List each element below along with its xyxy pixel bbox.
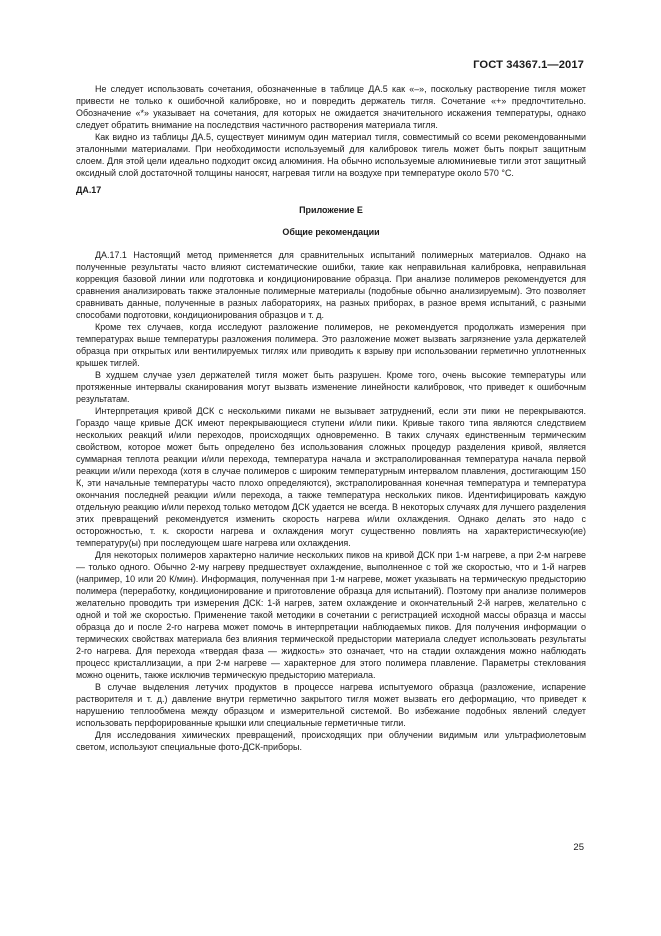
paragraph-top-2: Как видно из таблицы ДА.5, существует минимум один материал тигля, совместимый со всеми рекомендованными эталонными материалами. При необходимости используемый для калибровок тигель может быть покрыт защитным слоем. Для этой цели идеально подходит оксид алюминия. На обычно используемые алюминиевые тигли этот защитный оксидный слой достаточной толщины наносят, нагревая тигли на воздухе при температуре около 570 °С. — [76, 132, 586, 178]
section-label: ДА.17 — [76, 185, 102, 195]
paragraph-main-3: В худшем случае узел держателей тигля может быть разрушен. Кроме того, очень высокие температуры или протяженные интервалы сканирования могут вызвать изменение линейности калибровок, что приведет к ошибочным результатам. — [76, 370, 586, 404]
paragraph-main-2: Кроме тех случаев, когда исследуют разложение полимеров, не рекомендуется продолжать измерения при температурах выше температуры разложения полимера. Это разложение может вызвать загрязнение узла держателей образца при открытых или вентилируемых тиглях или приводить к взрыву при использовании герметично уплотненных крышек тиглей. — [76, 322, 586, 368]
paragraph-main-5: Для некоторых полимеров характерно наличие нескольких пиков на кривой ДСК при 1-м нагреве, а при 2-м нагреве — только одного. Обычно 2-му нагреву предшествует охлаждение, выполненное с той же скоростью, что и 1-й нагрев (например, 10 или 20 К/мин). Информация, полученная при 1-м нагреве, может указывать на термическую предысторию полимера (переработку, кондиционирование и приготовление образца для испытаний). Поэтому при анализе полимеров желательно проводить три измерения ДСК: 1-й нагрев, затем охлаждение и окончательный 2-й нагрев, желательно с одной и той же скоростью. Применение такой методики в сочетании с регистрацией исходной массы образца и массы образца до и после 2-го нагрева может помочь в интерпретации наблюдаемых пиков. Для получения информации о термических свойствах материала без влияния термической предыстории материала следует использовать результаты 2-го нагрева. Для перехода «твердая фаза — жидкость» это означает, что на стадии охлаждения можно наблюдать процесс кристаллизации, а при 2-м нагреве — характерное для этого полимера плавление. Параметры стеклования можно оценить, также исключив термическую предысторию материала. — [76, 550, 586, 680]
paragraph-main-7: Для исследования химических превращений, происходящих при облучении видимым или ультрафиолетовым светом, используют специальные фото-ДСК-приборы. — [76, 730, 586, 752]
page-content — [76, 83, 586, 753]
document-header: ГОСТ 34367.1—2017 — [473, 59, 584, 71]
page-number: 25 — [573, 842, 584, 853]
paragraph-main-6: В случае выделения летучих продуктов в процессе нагрева испытуемого образца (разложение, испарение растворителя и т. д.) давление внутри герметично закрытого тигля может вызвать его деформацию, что приведет к нарушению теплообмена между образцом и измерительной системой. Во избежание подобных явлений следует использовать перфорированные крышки или специальные герметичные тигли. — [76, 682, 586, 728]
appendix-subtitle: Общие рекомендации — [282, 227, 380, 237]
paragraph-main-1: ДА.17.1 Настоящий метод применяется для сравнительных испытаний полимерных материалов. Однако на полученные результаты часто влияют систематические ошибки, такие как неправильная калибровка, неправильная коррекция базовой линии или подготовка и кондиционирование образца. При анализе полимеров рекомендуется для сравнения анализировать также эталонные полимерные материалы (подобные обычно анализируемым). Это позволяет сравнивать данные, полученные в разных лабораториях, на разных приборах, в разное время испытаний, с разными способами подготовки, кондиционирования образцов и т. д. — [76, 250, 586, 320]
paragraph-top-1: Не следует использовать сочетания, обозначенные в таблице ДА.5 как «–», поскольку растворение тигля может привести не только к ошибочной калибровке, но и повредить держатель тигля. Сочетание «+» предпочтительно. Обозначение «*» указывает на сочетания, для которых не ожидается значительного искажения температуры, однако следует обратить внимание на последствия частичного растворения материала тигля. — [76, 84, 586, 130]
appendix-title: Приложение Е — [299, 205, 363, 215]
paragraph-main-4: Интерпретация кривой ДСК с несколькими пиками не вызывает затруднений, если эти пики не перекрываются. Гораздо чаще кривые ДСК имеют перекрывающиеся ступени и/или пики. Кривые такого типа являются следствием нескольких реакций и/или переходов, происходящих одновременно. В таких случаях единственным термическим свойством, которое может быть определено без использования сложных процедур разделения кривой, является суммарная теплота реакции и/или перехода, температура начала и экстраполированная температура начала первой реакции и/или перехода (хотя в случае полимеров с широким температурным интервалом плавления, достигающим 150 К, эти начальные температуры часто плохо определяются), экстраполированная конечная температура и температура окончания последней реакции и/или перехода, а также температура нескольких пиков. Идентифицировать каждую отдельную реакцию и/или переход только методом ДСК удается не всегда. В некоторых случаях для лучшего разделения этих превращений рекомендуется изменить скорость нагрева и/или охлаждения. Однако делать это надо с осторожностью, т. к. скорости нагрева и охлаждения могут существенно повлиять на характеристическую(ие) температуру(ы) при последующем шаге нагрева или охлаждения. — [76, 406, 586, 548]
